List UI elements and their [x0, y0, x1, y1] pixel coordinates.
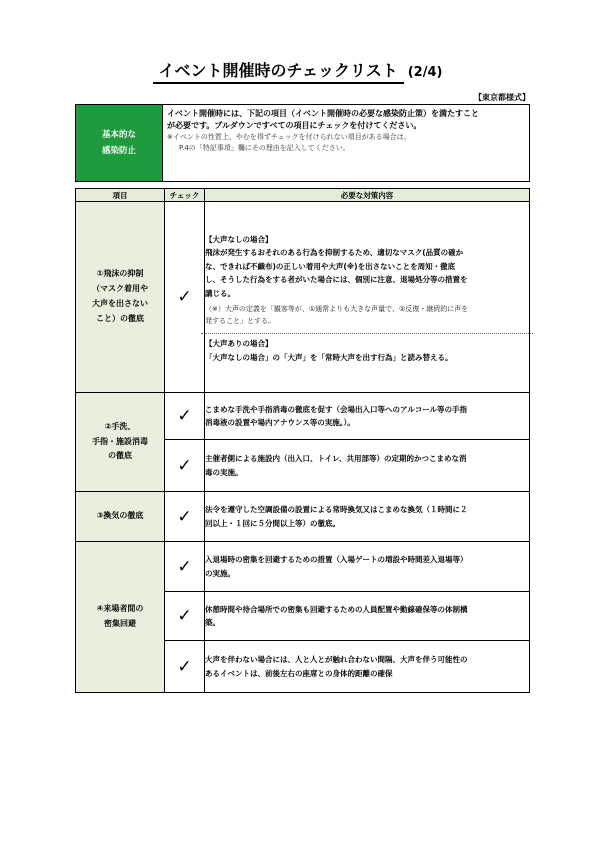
checkmark-icon: ✓ — [177, 556, 192, 577]
content-line: 飛沫が発生するおそれのある行為を抑制するため、適切なマスク(品質の確か — [205, 248, 464, 258]
format-tag: 【東京都様式】 — [474, 93, 530, 102]
basic-line: が必要です。プルダウンですべての項目にチェックを付けてください。 — [167, 120, 422, 130]
content-line: 毒の実施。 — [205, 467, 243, 477]
content-line: な、できれば不織布)の正しい着用や大声(※)を出さないことを周知・徹底 — [205, 261, 456, 271]
content-line: の実施。 — [205, 568, 235, 578]
checkmark-icon: ✓ — [177, 455, 192, 476]
basic-prevention-text — [163, 105, 529, 181]
item-cell — [76, 393, 165, 492]
content-line: 主催者側による施設内（出入口、トイレ、共用部等）の定期的かつこまめな消 — [205, 454, 467, 463]
header-item: 項目 — [76, 189, 165, 202]
basic-line: イベント開催時には、下記の項目（イベント開催時の必要な感染防止策）を満たすこと — [167, 109, 479, 118]
check-cell[interactable] — [165, 542, 205, 592]
content-line: 入退場時の密集を回避するための措置（入場ゲートの増設や時間差入退場等） — [205, 555, 468, 564]
content-note — [205, 304, 529, 328]
item-cell — [76, 492, 165, 542]
basic-label-line: 感染防止 — [101, 146, 136, 156]
check-cell[interactable] — [165, 641, 205, 693]
table-row — [76, 492, 530, 542]
content-line: こまめな手洗や手指消毒の徹底を促す（会場出入口等へのアルコール等の手指 — [205, 404, 468, 414]
content-section-no-loud — [205, 230, 529, 328]
header-check: チェック — [165, 189, 205, 202]
basic-label-line: 基本的な — [101, 129, 136, 140]
checklist-table — [75, 188, 530, 693]
content-line: 法令を遵守した空調設備の設置による常時換気又はこまめな換気（１時間に２ — [205, 505, 468, 514]
content-line: 回以上・１回に５分間以上等）の徹底。 — [205, 518, 340, 528]
content-line: 築。 — [205, 618, 220, 627]
check-cell[interactable] — [165, 393, 205, 440]
checkmark-icon: ✓ — [177, 506, 192, 527]
item-line: （マスク着用や — [92, 284, 148, 294]
content-cell — [205, 592, 530, 641]
content-cell — [205, 492, 530, 542]
checkmark-icon: ✓ — [177, 606, 192, 626]
basic-note-line: P.4の「特記事項」欄にその理由を記入してください。 — [179, 143, 350, 152]
item-line: 密集回避 — [104, 619, 136, 628]
content-section-loud — [205, 334, 529, 364]
check-cell[interactable] — [165, 440, 205, 492]
item-line: 大声を出さない — [92, 299, 148, 308]
content-line: 講じる。 — [205, 288, 235, 298]
item-cell — [76, 542, 165, 693]
section-title: 【大声なしの場合】 — [205, 234, 273, 244]
note-line: （※）大声の定義を「観客等が、①通常よりも大きな声量で、②反復・継続的に声を — [205, 305, 469, 314]
item-line: ④来場者間の — [96, 604, 144, 614]
content-line: あるイベントは、前後左右の座席との身体的距離の確保 — [205, 668, 393, 678]
table-row — [76, 393, 530, 440]
note-line: 発すること」とする。 — [205, 317, 275, 326]
header-content: 必要な対策内容 — [205, 189, 530, 202]
content-cell — [205, 641, 530, 693]
content-line: 消毒液の設置や場内アナウンス等の実施。）。 — [205, 418, 355, 427]
content-line: 休憩時間や待合場所での密集も回避するための人員配置や動線確保等の体制構 — [205, 604, 468, 614]
item-cell — [76, 202, 165, 393]
content-line: 「大声なしの場合」の「大声」を「常時大声を出す行為」と読み替える。 — [205, 352, 453, 362]
table-row — [76, 542, 530, 592]
title-text: イベント開催時のチェックリスト — [153, 61, 404, 84]
item-line: ②手洗、 — [104, 421, 136, 431]
checkmark-icon: ✓ — [177, 406, 192, 426]
item-line: ③換気の徹底 — [96, 511, 144, 521]
content-cell — [205, 542, 530, 592]
content-cell — [205, 393, 530, 440]
header-row — [76, 189, 530, 202]
item-line: ①飛沫の抑制 — [96, 269, 144, 279]
basic-note — [167, 132, 525, 153]
content-line: し、そうした行為をする者がいた場合には、個別に注意、退場処分等の措置を — [205, 275, 468, 285]
content-cell — [205, 202, 530, 393]
item-line: 手指・施設消毒 — [92, 436, 148, 446]
page-number: (2/4) — [407, 65, 443, 80]
checkmark-icon: ✓ — [177, 287, 192, 307]
item-line: の徹底 — [108, 451, 132, 461]
page-title — [0, 58, 595, 81]
content-line: 大声を伴わない場合には、人と人とが触れ合わない間隔、大声を伴う可能性の — [205, 655, 468, 664]
basic-prevention-label — [76, 105, 163, 181]
check-cell[interactable] — [165, 202, 205, 393]
section-title: 【大声ありの場合】 — [205, 339, 273, 349]
content-cell — [205, 440, 530, 492]
basic-prevention-box — [75, 104, 530, 182]
check-cell[interactable] — [165, 592, 205, 641]
item-line: こと）の徹底 — [96, 313, 144, 323]
table-row — [76, 202, 530, 393]
check-cell[interactable] — [165, 492, 205, 542]
basic-note-line: ※イベントの性質上、やむを得ずチェックを付けられない項目がある場合は、 — [167, 133, 411, 142]
checkmark-icon: ✓ — [177, 656, 192, 677]
